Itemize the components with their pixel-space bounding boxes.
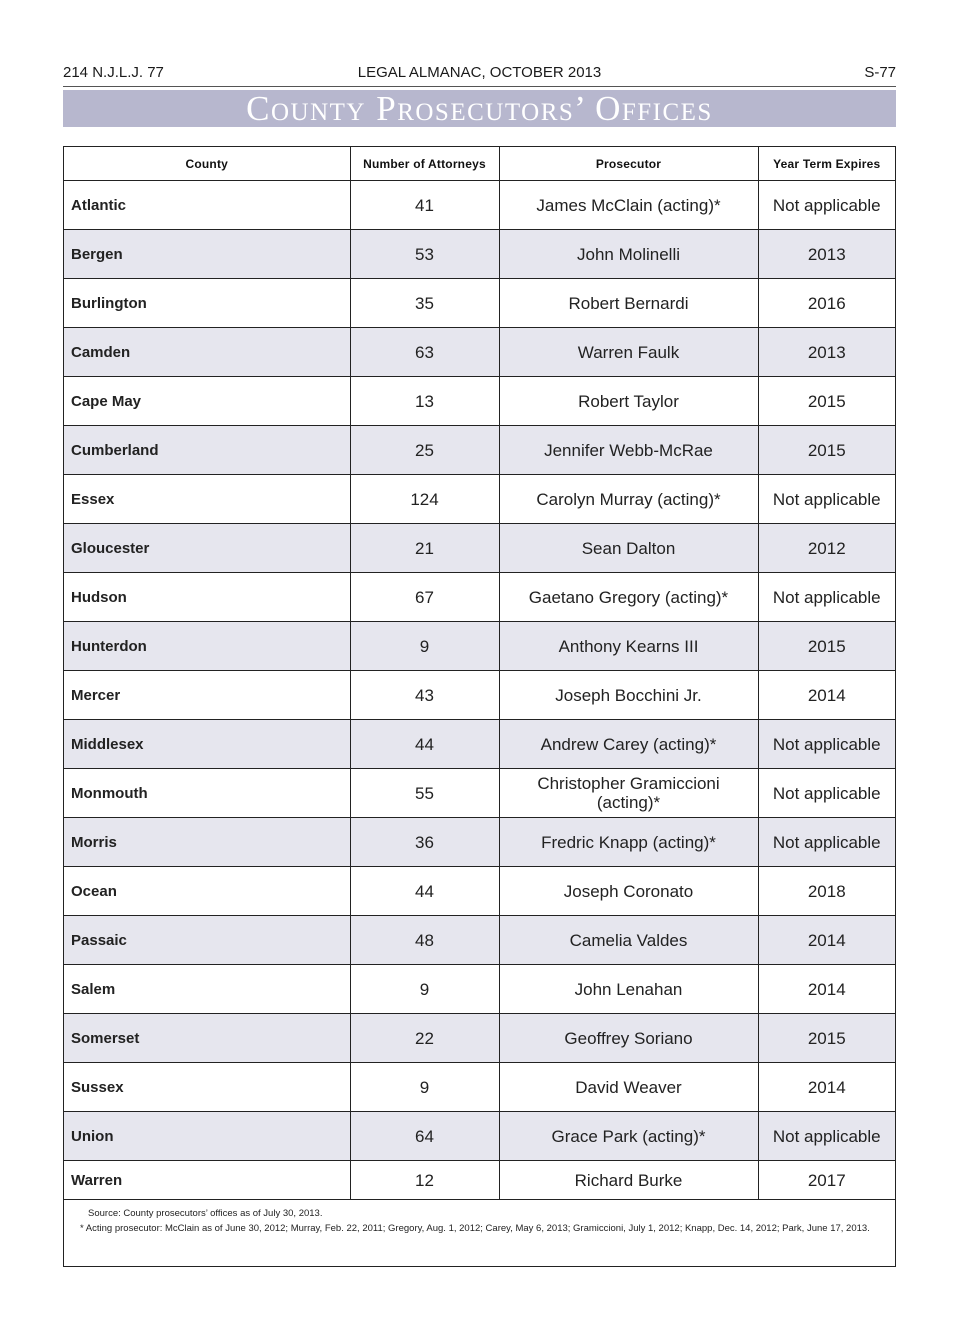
prosecutor-cell: Jennifer Webb-McRae [499, 426, 758, 475]
table-row [64, 181, 895, 230]
county-cell: Warren [64, 1161, 350, 1200]
county-cell: Salem [64, 965, 350, 1014]
header-prosecutor: Prosecutor [499, 147, 758, 181]
county-cell: Monmouth [64, 769, 350, 818]
attorneys-cell: 35 [350, 279, 499, 328]
county-cell: Cape May [64, 377, 350, 426]
table-row [64, 916, 895, 965]
attorneys-cell: 124 [350, 475, 499, 524]
term-expires-cell: 2014 [758, 965, 895, 1014]
table-row [64, 965, 895, 1014]
attorneys-cell: 25 [350, 426, 499, 475]
table-row [64, 279, 895, 328]
prosecutor-cell: Grace Park (acting)* [499, 1112, 758, 1161]
attorneys-cell: 67 [350, 573, 499, 622]
prosecutor-cell: Christopher Gramiccioni (acting)* [499, 769, 758, 818]
prosecutor-cell: Carolyn Murray (acting)* [499, 475, 758, 524]
table-header [64, 147, 895, 181]
header-number-of-attorneys: Number of Attorneys [350, 147, 499, 181]
term-expires-cell: Not applicable [758, 475, 895, 524]
prosecutor-cell: Joseph Bocchini Jr. [499, 671, 758, 720]
county-cell: Burlington [64, 279, 350, 328]
prosecutor-cell: David Weaver [499, 1063, 758, 1112]
attorneys-cell: 9 [350, 1063, 499, 1112]
term-expires-cell: Not applicable [758, 1112, 895, 1161]
running-head-citation: 214 N.J.L.J. 77 [63, 64, 164, 81]
table-row [64, 1161, 895, 1200]
table-row [64, 622, 895, 671]
county-cell: Essex [64, 475, 350, 524]
header-year-term-expires: Year Term Expires [758, 147, 895, 181]
prosecutor-cell: Warren Faulk [499, 328, 758, 377]
term-expires-cell: 2015 [758, 622, 895, 671]
term-expires-cell: 2012 [758, 524, 895, 573]
prosecutor-cell: Sean Dalton [499, 524, 758, 573]
county-cell: Passaic [64, 916, 350, 965]
term-expires-cell: 2014 [758, 671, 895, 720]
county-cell: Hunterdon [64, 622, 350, 671]
running-head-page-number: S-77 [864, 64, 896, 81]
term-expires-cell: Not applicable [758, 181, 895, 230]
attorneys-cell: 43 [350, 671, 499, 720]
term-expires-cell: 2014 [758, 916, 895, 965]
county-cell: Morris [64, 818, 350, 867]
running-head-publication: LEGAL ALMANAC, OCTOBER 2013 [357, 64, 602, 81]
table-row [64, 475, 895, 524]
term-expires-cell: 2015 [758, 1014, 895, 1063]
attorneys-cell: 55 [350, 769, 499, 818]
term-expires-cell: Not applicable [758, 573, 895, 622]
attorneys-cell: 63 [350, 328, 499, 377]
county-cell: Camden [64, 328, 350, 377]
term-expires-cell: Not applicable [758, 818, 895, 867]
prosecutor-cell: Joseph Coronato [499, 867, 758, 916]
attorneys-cell: 48 [350, 916, 499, 965]
county-cell: Union [64, 1112, 350, 1161]
prosecutors-table [64, 147, 895, 1200]
table-row [64, 377, 895, 426]
attorneys-cell: 41 [350, 181, 499, 230]
term-expires-cell: 2017 [758, 1161, 895, 1200]
table-row [64, 1014, 895, 1063]
prosecutor-cell: Geoffrey Soriano [499, 1014, 758, 1063]
attorneys-cell: 13 [350, 377, 499, 426]
prosecutor-cell: Gaetano Gregory (acting)* [499, 573, 758, 622]
header-divider [63, 86, 896, 87]
acting-prosecutor-note: * Acting prosecutor: McClain as of June 30, 2012; Murray, Feb. 22, 2011; Gregory, Aug. 1, 2012; Carey, May 6, 2013; Gramiccioni, July 1, 2012; Knapp, Dec. 14, 2012; Park, June 17, 2013. [80, 1223, 870, 1234]
term-expires-cell: Not applicable [758, 769, 895, 818]
attorneys-cell: 64 [350, 1112, 499, 1161]
county-cell: Bergen [64, 230, 350, 279]
attorneys-cell: 44 [350, 720, 499, 769]
table-row [64, 426, 895, 475]
county-cell: Somerset [64, 1014, 350, 1063]
table-row [64, 524, 895, 573]
county-cell: Sussex [64, 1063, 350, 1112]
prosecutor-cell: Robert Bernardi [499, 279, 758, 328]
county-cell: Ocean [64, 867, 350, 916]
prosecutors-table-container [63, 146, 896, 1267]
term-expires-cell: 2015 [758, 377, 895, 426]
term-expires-cell: 2014 [758, 1063, 895, 1112]
term-expires-cell: 2018 [758, 867, 895, 916]
table-row [64, 573, 895, 622]
term-expires-cell: 2016 [758, 279, 895, 328]
attorneys-cell: 22 [350, 1014, 499, 1063]
table-body [64, 181, 895, 1200]
attorneys-cell: 53 [350, 230, 499, 279]
page-title: County Prosecutors’ Offices [246, 89, 713, 128]
table-row [64, 1063, 895, 1112]
term-expires-cell: 2013 [758, 230, 895, 279]
header-county: County [64, 147, 350, 181]
county-cell: Mercer [64, 671, 350, 720]
prosecutor-cell: Anthony Kearns III [499, 622, 758, 671]
county-cell: Atlantic [64, 181, 350, 230]
running-head [63, 62, 896, 84]
county-cell: Cumberland [64, 426, 350, 475]
table-row [64, 328, 895, 377]
prosecutor-cell: John Molinelli [499, 230, 758, 279]
title-band [63, 90, 896, 127]
term-expires-cell: 2015 [758, 426, 895, 475]
prosecutor-cell: Richard Burke [499, 1161, 758, 1200]
prosecutor-cell: Camelia Valdes [499, 916, 758, 965]
prosecutor-cell: Robert Taylor [499, 377, 758, 426]
table-row [64, 867, 895, 916]
term-expires-cell: Not applicable [758, 720, 895, 769]
table-row [64, 769, 895, 818]
table-row [64, 1112, 895, 1161]
prosecutor-cell: Andrew Carey (acting)* [499, 720, 758, 769]
prosecutor-cell: James McClain (acting)* [499, 181, 758, 230]
table-row [64, 671, 895, 720]
attorneys-cell: 21 [350, 524, 499, 573]
attorneys-cell: 44 [350, 867, 499, 916]
attorneys-cell: 9 [350, 622, 499, 671]
header-row [64, 147, 895, 181]
attorneys-cell: 36 [350, 818, 499, 867]
table-row [64, 720, 895, 769]
source-note: Source: County prosecutors’ offices as of July 30, 2013. [88, 1208, 323, 1219]
prosecutor-cell: John Lenahan [499, 965, 758, 1014]
county-cell: Gloucester [64, 524, 350, 573]
attorneys-cell: 12 [350, 1161, 499, 1200]
term-expires-cell: 2013 [758, 328, 895, 377]
table-row [64, 818, 895, 867]
table-notes [64, 1200, 895, 1236]
table-row [64, 230, 895, 279]
prosecutor-cell: Fredric Knapp (acting)* [499, 818, 758, 867]
county-cell: Hudson [64, 573, 350, 622]
attorneys-cell: 9 [350, 965, 499, 1014]
county-cell: Middlesex [64, 720, 350, 769]
